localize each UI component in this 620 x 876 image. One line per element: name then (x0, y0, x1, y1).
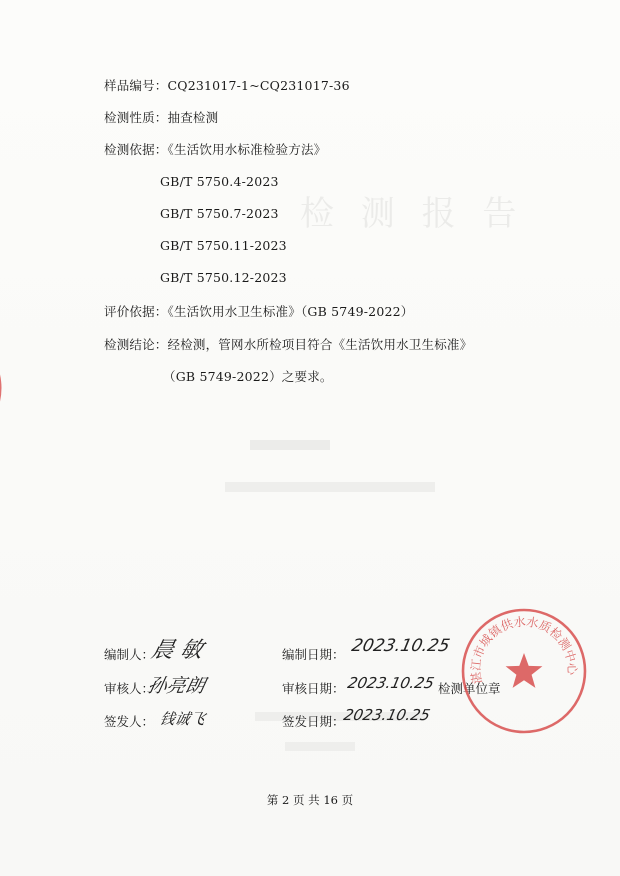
compile-date-label: 编制日期： (282, 647, 345, 662)
reviewer-signature: 孙亮朗 (145, 675, 208, 697)
standard-item: GB/T 5750.12-2023 (160, 270, 287, 285)
issuer-signature: 钱诚飞 (157, 710, 207, 728)
issuer-label: 签发人： (104, 714, 155, 729)
issue-date-value: 2023.10.25 (342, 706, 432, 724)
standard-item: GB/T 5750.4-2023 (160, 174, 279, 189)
reviewer-label: 审核人： (104, 681, 155, 696)
compiler-label: 编制人： (104, 647, 155, 662)
test-nature: 检测性质：抽查检测 (104, 110, 219, 125)
test-conclusion-continued: （GB 5749-2022）之要求。 (163, 369, 333, 384)
compile-date-value: 2023.10.25 (349, 636, 452, 656)
seal-label: 检测单位章 (438, 681, 501, 696)
compiler-signature: 晨 敏 (148, 638, 206, 663)
ghost-line-2 (225, 482, 435, 492)
page-number: 第 2 页 共 16 页 (266, 793, 354, 807)
standard-item: GB/T 5750.7-2023 (160, 206, 279, 221)
seal-text: 湛江市城镇供水水质检测中心 (468, 614, 580, 686)
issue-date-label: 签发日期： (282, 714, 345, 729)
review-date-label: 审核日期： (282, 681, 345, 696)
official-seal (460, 607, 588, 735)
ghost-line-4 (285, 742, 355, 751)
test-basis: 检测依据：《生活饮用水标准检验方法》 (104, 142, 327, 157)
ghost-title: 检 测 报 告 (300, 194, 525, 234)
review-date-value: 2023.10.25 (346, 674, 436, 692)
evaluation-basis: 评价依据：《生活饮用水卫生标准》（GB 5749-2022） (104, 304, 414, 319)
test-conclusion: 检测结论：经检测，管网水所检项目符合《生活饮用水卫生标准》 (104, 337, 473, 352)
edge-seal-mark (0, 358, 10, 418)
sample-number: 样品编号：CQ231017-1~CQ231017-36 (104, 78, 350, 93)
standard-item: GB/T 5750.11-2023 (160, 238, 287, 253)
ghost-line-1 (250, 440, 330, 450)
seal-star-icon (506, 653, 543, 688)
